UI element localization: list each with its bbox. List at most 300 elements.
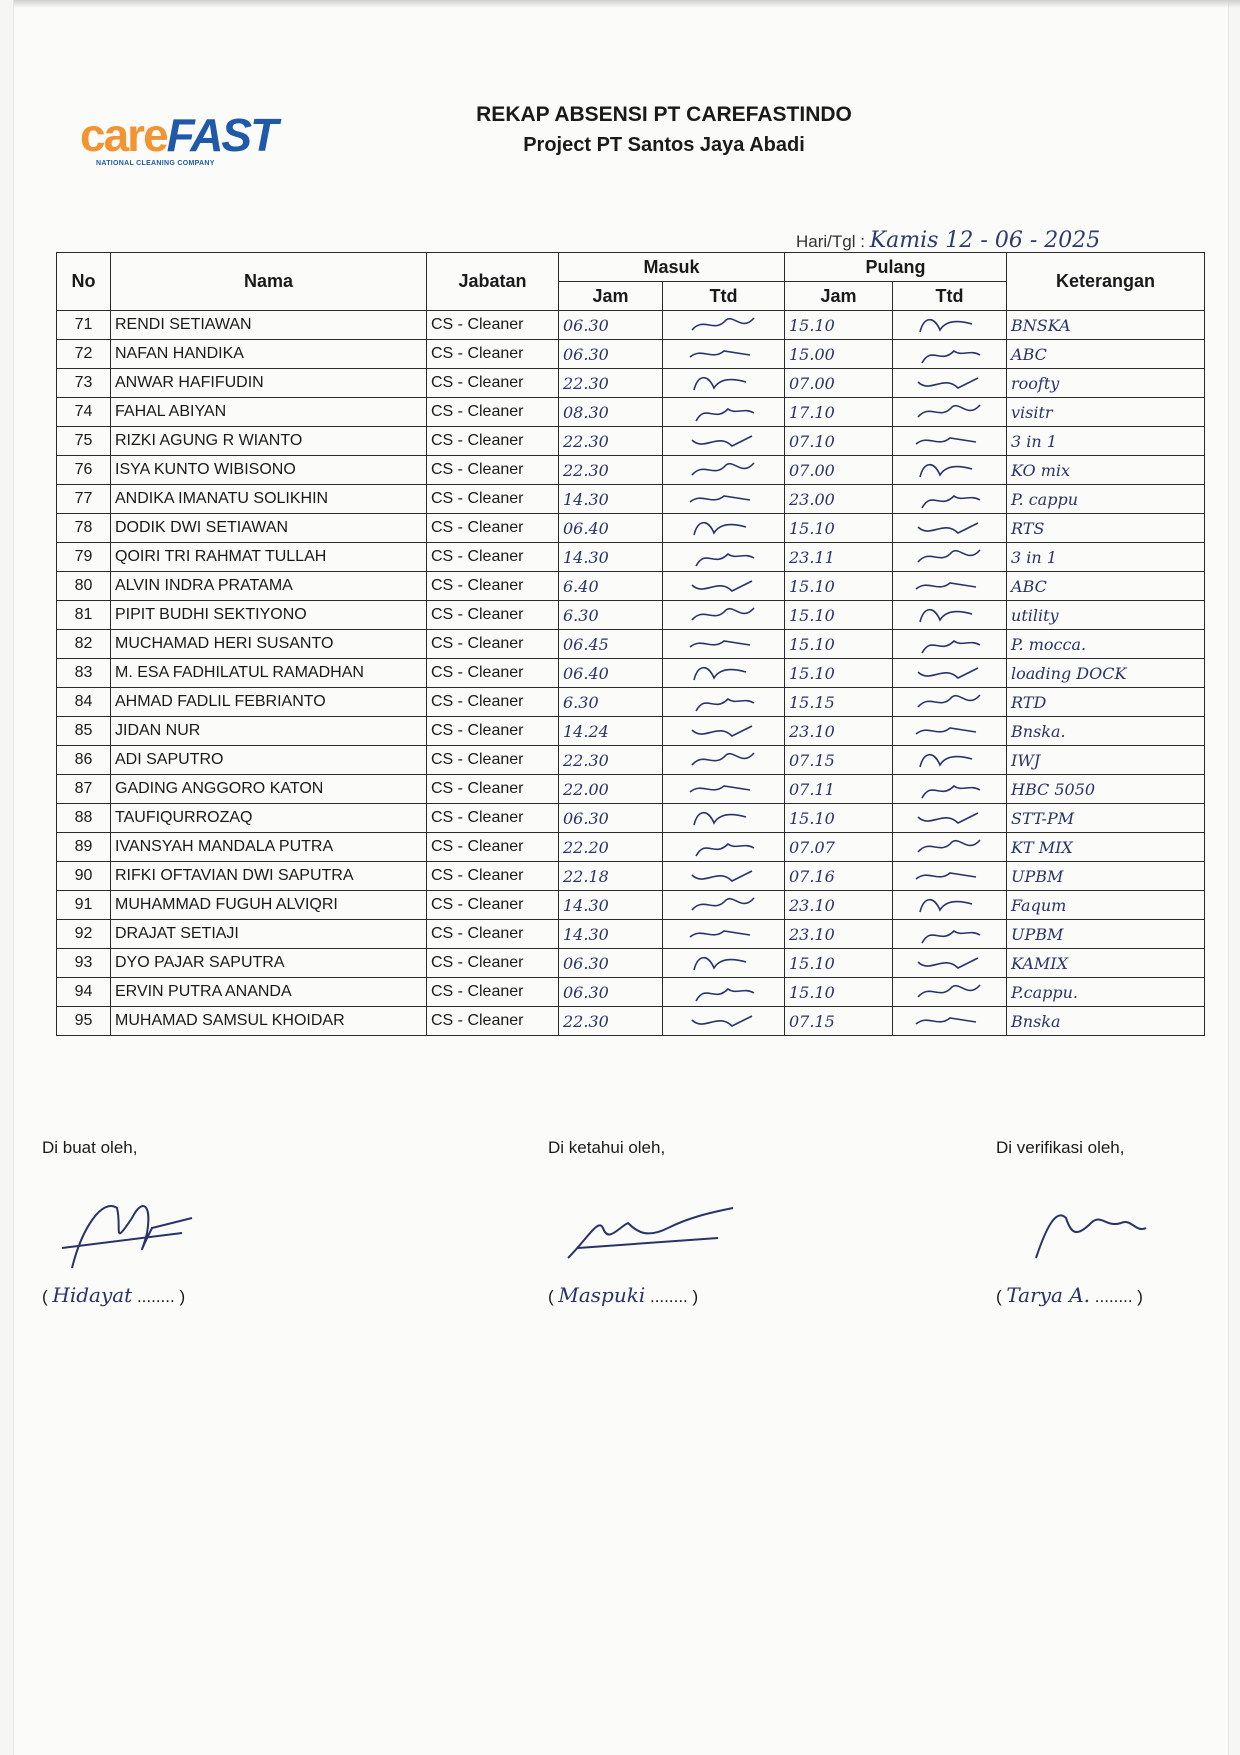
signature-scribble bbox=[910, 776, 990, 802]
row-jam-pulang: 07.00 bbox=[785, 369, 893, 398]
row-no: 90 bbox=[57, 862, 111, 891]
table-row bbox=[57, 340, 1205, 369]
row-keterangan: Bnska bbox=[1007, 1007, 1205, 1036]
signature-scribble bbox=[910, 515, 990, 541]
row-jam-pulang: 07.00 bbox=[785, 456, 893, 485]
row-nama: ADI SAPUTRO bbox=[111, 746, 427, 775]
row-jabatan: CS - Cleaner bbox=[427, 485, 559, 514]
signature-scribble bbox=[684, 718, 764, 744]
table-row bbox=[57, 775, 1205, 804]
row-ttd-masuk bbox=[663, 891, 785, 920]
carefast-logo bbox=[80, 109, 280, 172]
row-jam-masuk: 22.30 bbox=[559, 456, 663, 485]
row-nama: ERVIN PUTRA ANANDA bbox=[111, 978, 427, 1007]
table-row bbox=[57, 1007, 1205, 1036]
signature-scribble bbox=[910, 747, 990, 773]
row-ttd-pulang bbox=[893, 949, 1007, 978]
table-row bbox=[57, 311, 1205, 340]
row-jam-masuk: 06.40 bbox=[559, 514, 663, 543]
row-jam-pulang: 07.11 bbox=[785, 775, 893, 804]
row-ttd-masuk bbox=[663, 978, 785, 1007]
row-ttd-masuk bbox=[663, 862, 785, 891]
table-row bbox=[57, 833, 1205, 862]
row-ttd-masuk bbox=[663, 833, 785, 862]
row-jam-pulang: 15.10 bbox=[785, 311, 893, 340]
row-jam-pulang: 15.10 bbox=[785, 978, 893, 1007]
signature-scribble bbox=[684, 486, 764, 512]
signature-scribble bbox=[684, 950, 764, 976]
date-line bbox=[796, 228, 1100, 253]
row-jam-pulang: 17.10 bbox=[785, 398, 893, 427]
row-jam-masuk: 14.30 bbox=[559, 485, 663, 514]
row-jam-masuk: 22.20 bbox=[559, 833, 663, 862]
signature-diketahui bbox=[548, 1138, 738, 1307]
signature-scribble bbox=[684, 457, 764, 483]
document-subtitle: Project PT Santos Jaya Abadi bbox=[523, 134, 805, 156]
row-ttd-masuk bbox=[663, 543, 785, 572]
table-row bbox=[57, 688, 1205, 717]
row-keterangan: RTD bbox=[1007, 688, 1205, 717]
row-keterangan: 3 in 1 bbox=[1007, 543, 1205, 572]
attendance-rows bbox=[57, 311, 1205, 1036]
row-keterangan: P.cappu. bbox=[1007, 978, 1205, 1007]
signature-scribble bbox=[684, 660, 764, 686]
signature-scribble bbox=[684, 341, 764, 367]
table-row bbox=[57, 456, 1205, 485]
row-keterangan: HBC 5050 bbox=[1007, 775, 1205, 804]
row-jabatan: CS - Cleaner bbox=[427, 920, 559, 949]
signature-scribble bbox=[910, 834, 990, 860]
signature-scribble bbox=[910, 921, 990, 947]
row-no: 85 bbox=[57, 717, 111, 746]
row-keterangan: ABC bbox=[1007, 340, 1205, 369]
row-jam-pulang: 07.15 bbox=[785, 1007, 893, 1036]
signature-scribble bbox=[684, 805, 764, 831]
table-row bbox=[57, 920, 1205, 949]
row-ttd-masuk bbox=[663, 456, 785, 485]
signature-diverifikasi-label: Di verifikasi oleh, bbox=[996, 1138, 1125, 1157]
row-ttd-pulang bbox=[893, 369, 1007, 398]
signature-dibuat-scribble bbox=[42, 1188, 212, 1278]
row-ttd-pulang bbox=[893, 862, 1007, 891]
row-jam-masuk: 6.30 bbox=[559, 688, 663, 717]
row-no: 86 bbox=[57, 746, 111, 775]
row-jam-masuk: 06.30 bbox=[559, 340, 663, 369]
row-jam-pulang: 23.10 bbox=[785, 717, 893, 746]
row-keterangan: UPBM bbox=[1007, 862, 1205, 891]
signature-scribble bbox=[684, 921, 764, 947]
row-ttd-pulang bbox=[893, 746, 1007, 775]
signature-scribble bbox=[910, 457, 990, 483]
row-ttd-masuk bbox=[663, 804, 785, 833]
row-jam-masuk: 22.00 bbox=[559, 775, 663, 804]
row-no: 95 bbox=[57, 1007, 111, 1036]
row-nama: ANDIKA IMANATU SOLIKHIN bbox=[111, 485, 427, 514]
attendance-table bbox=[56, 252, 1205, 1036]
signature-diverifikasi-scribble bbox=[996, 1188, 1176, 1278]
table-row bbox=[57, 398, 1205, 427]
row-keterangan: loading DOCK bbox=[1007, 659, 1205, 688]
row-nama: PIPIT BUDHI SEKTIYONO bbox=[111, 601, 427, 630]
row-ttd-masuk bbox=[663, 398, 785, 427]
row-jabatan: CS - Cleaner bbox=[427, 630, 559, 659]
row-jam-masuk: 22.30 bbox=[559, 369, 663, 398]
row-ttd-pulang bbox=[893, 659, 1007, 688]
row-keterangan: Bnska. bbox=[1007, 717, 1205, 746]
row-ttd-pulang bbox=[893, 340, 1007, 369]
row-ttd-masuk bbox=[663, 746, 785, 775]
row-jam-pulang: 15.10 bbox=[785, 949, 893, 978]
row-nama: NAFAN HANDIKA bbox=[111, 340, 427, 369]
header-keterangan: Keterangan bbox=[1007, 253, 1205, 311]
signature-scribble bbox=[910, 602, 990, 628]
row-nama: GADING ANGGORO KATON bbox=[111, 775, 427, 804]
row-jabatan: CS - Cleaner bbox=[427, 804, 559, 833]
row-jam-pulang: 15.10 bbox=[785, 514, 893, 543]
row-keterangan: P. cappu bbox=[1007, 485, 1205, 514]
table-row bbox=[57, 717, 1205, 746]
table-row bbox=[57, 949, 1205, 978]
row-jam-pulang: 23.11 bbox=[785, 543, 893, 572]
row-nama: RIFKI OFTAVIAN DWI SAPUTRA bbox=[111, 862, 427, 891]
logo-care-text: care bbox=[80, 109, 167, 161]
row-jam-masuk: 06.30 bbox=[559, 978, 663, 1007]
row-jabatan: CS - Cleaner bbox=[427, 978, 559, 1007]
row-jam-pulang: 07.10 bbox=[785, 427, 893, 456]
row-jabatan: CS - Cleaner bbox=[427, 862, 559, 891]
row-nama: TAUFIQURROZAQ bbox=[111, 804, 427, 833]
row-ttd-pulang bbox=[893, 572, 1007, 601]
row-jam-masuk: 08.30 bbox=[559, 398, 663, 427]
signature-scribble bbox=[910, 544, 990, 570]
row-jam-masuk: 22.18 bbox=[559, 862, 663, 891]
row-keterangan: BNSKA bbox=[1007, 311, 1205, 340]
row-ttd-masuk bbox=[663, 630, 785, 659]
signature-diketahui-name-line: ( Maspuki ........ ) bbox=[548, 1283, 699, 1307]
row-no: 80 bbox=[57, 572, 111, 601]
row-ttd-pulang bbox=[893, 1007, 1007, 1036]
table-row bbox=[57, 543, 1205, 572]
signature-scribble bbox=[684, 863, 764, 889]
signature-scribble bbox=[910, 863, 990, 889]
signature-diketahui-scribble bbox=[548, 1188, 738, 1278]
row-jam-pulang: 15.10 bbox=[785, 630, 893, 659]
signature-scribble bbox=[910, 979, 990, 1005]
row-jabatan: CS - Cleaner bbox=[427, 775, 559, 804]
row-ttd-masuk bbox=[663, 427, 785, 456]
table-row bbox=[57, 601, 1205, 630]
table-row bbox=[57, 804, 1205, 833]
row-nama: DYO PAJAR SAPUTRA bbox=[111, 949, 427, 978]
row-jabatan: CS - Cleaner bbox=[427, 1007, 559, 1036]
row-jam-pulang: 15.10 bbox=[785, 601, 893, 630]
signature-scribble bbox=[910, 486, 990, 512]
signature-scribble bbox=[910, 805, 990, 831]
row-ttd-masuk bbox=[663, 572, 785, 601]
header-masuk-ttd: Ttd bbox=[663, 282, 785, 311]
row-jam-masuk: 06.45 bbox=[559, 630, 663, 659]
row-jam-pulang: 07.16 bbox=[785, 862, 893, 891]
date-value: Kamis 12 - 06 - 2025 bbox=[869, 228, 1101, 253]
header-nama: Nama bbox=[111, 253, 427, 311]
row-nama: ISYA KUNTO WIBISONO bbox=[111, 456, 427, 485]
row-nama: MUCHAMAD HERI SUSANTO bbox=[111, 630, 427, 659]
row-no: 88 bbox=[57, 804, 111, 833]
logo-fast-text: FAST bbox=[166, 109, 277, 161]
row-no: 71 bbox=[57, 311, 111, 340]
table-row bbox=[57, 630, 1205, 659]
row-jam-masuk: 22.30 bbox=[559, 427, 663, 456]
row-jabatan: CS - Cleaner bbox=[427, 427, 559, 456]
row-no: 82 bbox=[57, 630, 111, 659]
row-keterangan: utility bbox=[1007, 601, 1205, 630]
signature-diverifikasi bbox=[996, 1138, 1176, 1307]
row-no: 84 bbox=[57, 688, 111, 717]
row-no: 83 bbox=[57, 659, 111, 688]
row-jabatan: CS - Cleaner bbox=[427, 949, 559, 978]
row-no: 74 bbox=[57, 398, 111, 427]
signature-scribble bbox=[684, 1008, 764, 1034]
signature-scribble bbox=[910, 428, 990, 454]
signature-scribble bbox=[684, 892, 764, 918]
row-no: 91 bbox=[57, 891, 111, 920]
row-ttd-pulang bbox=[893, 456, 1007, 485]
row-jam-pulang: 07.15 bbox=[785, 746, 893, 775]
row-keterangan: ABC bbox=[1007, 572, 1205, 601]
signature-scribble bbox=[684, 834, 764, 860]
row-keterangan: KAMIX bbox=[1007, 949, 1205, 978]
signature-scribble bbox=[910, 341, 990, 367]
row-nama: IVANSYAH MANDALA PUTRA bbox=[111, 833, 427, 862]
row-jam-pulang: 07.07 bbox=[785, 833, 893, 862]
row-jam-masuk: 06.30 bbox=[559, 311, 663, 340]
row-nama: M. ESA FADHILATUL RAMADHAN bbox=[111, 659, 427, 688]
row-jabatan: CS - Cleaner bbox=[427, 369, 559, 398]
row-jam-masuk: 06.30 bbox=[559, 804, 663, 833]
row-keterangan: roofty bbox=[1007, 369, 1205, 398]
row-no: 72 bbox=[57, 340, 111, 369]
signature-scribble bbox=[910, 631, 990, 657]
row-ttd-pulang bbox=[893, 891, 1007, 920]
row-ttd-pulang bbox=[893, 920, 1007, 949]
row-jabatan: CS - Cleaner bbox=[427, 891, 559, 920]
table-row bbox=[57, 746, 1205, 775]
row-keterangan: IWJ bbox=[1007, 746, 1205, 775]
row-nama: QOIRI TRI RAHMAT TULLAH bbox=[111, 543, 427, 572]
row-no: 78 bbox=[57, 514, 111, 543]
row-jabatan: CS - Cleaner bbox=[427, 659, 559, 688]
signature-dibuat-label: Di buat oleh, bbox=[42, 1138, 138, 1157]
row-ttd-masuk bbox=[663, 1007, 785, 1036]
row-ttd-pulang bbox=[893, 688, 1007, 717]
table-row bbox=[57, 572, 1205, 601]
row-nama: DRAJAT SETIAJI bbox=[111, 920, 427, 949]
date-label: Hari/Tgl : bbox=[796, 232, 865, 251]
row-jam-masuk: 14.30 bbox=[559, 920, 663, 949]
header-pulang-jam: Jam bbox=[785, 282, 893, 311]
row-keterangan: STT-PM bbox=[1007, 804, 1205, 833]
row-keterangan: Faqum bbox=[1007, 891, 1205, 920]
signature-diketahui-name: Maspuki bbox=[558, 1283, 646, 1307]
row-ttd-masuk bbox=[663, 311, 785, 340]
header-masuk-jam: Jam bbox=[559, 282, 663, 311]
row-nama: FAHAL ABIYAN bbox=[111, 398, 427, 427]
row-ttd-pulang bbox=[893, 601, 1007, 630]
header-pulang: Pulang bbox=[785, 253, 1007, 282]
page-top-edge bbox=[14, 0, 1240, 8]
signature-scribble bbox=[684, 747, 764, 773]
row-jabatan: CS - Cleaner bbox=[427, 340, 559, 369]
table-row bbox=[57, 862, 1205, 891]
row-no: 87 bbox=[57, 775, 111, 804]
row-jabatan: CS - Cleaner bbox=[427, 398, 559, 427]
signature-scribble bbox=[684, 602, 764, 628]
signature-scribble bbox=[910, 689, 990, 715]
row-ttd-masuk bbox=[663, 688, 785, 717]
signature-dibuat-name-line: ( Hidayat ........ ) bbox=[42, 1283, 186, 1307]
row-jabatan: CS - Cleaner bbox=[427, 572, 559, 601]
row-jabatan: CS - Cleaner bbox=[427, 543, 559, 572]
row-no: 89 bbox=[57, 833, 111, 862]
row-ttd-pulang bbox=[893, 804, 1007, 833]
row-ttd-masuk bbox=[663, 717, 785, 746]
row-no: 94 bbox=[57, 978, 111, 1007]
signature-dibuat-name: Hidayat bbox=[52, 1283, 133, 1307]
logo-tagline: NATIONAL CLEANING COMPANY bbox=[96, 160, 215, 167]
row-no: 75 bbox=[57, 427, 111, 456]
signature-diverifikasi-name-line: ( Tarya A. ........ ) bbox=[996, 1283, 1143, 1307]
signature-scribble bbox=[910, 1008, 990, 1034]
row-nama: ANWAR HAFIFUDIN bbox=[111, 369, 427, 398]
row-jam-masuk: 14.30 bbox=[559, 543, 663, 572]
row-ttd-pulang bbox=[893, 717, 1007, 746]
row-jabatan: CS - Cleaner bbox=[427, 514, 559, 543]
table-row bbox=[57, 891, 1205, 920]
row-ttd-pulang bbox=[893, 978, 1007, 1007]
row-nama: RENDI SETIAWAN bbox=[111, 311, 427, 340]
row-nama: RIZKI AGUNG R WIANTO bbox=[111, 427, 427, 456]
row-ttd-masuk bbox=[663, 514, 785, 543]
row-ttd-masuk bbox=[663, 485, 785, 514]
row-ttd-pulang bbox=[893, 311, 1007, 340]
row-jam-pulang: 15.10 bbox=[785, 659, 893, 688]
row-jam-masuk: 6.30 bbox=[559, 601, 663, 630]
table-row bbox=[57, 978, 1205, 1007]
row-ttd-pulang bbox=[893, 398, 1007, 427]
signature-scribble bbox=[684, 370, 764, 396]
row-nama: MUHAMMAD FUGUH ALVIQRI bbox=[111, 891, 427, 920]
signature-scribble bbox=[910, 950, 990, 976]
signature-scribble bbox=[684, 399, 764, 425]
row-ttd-masuk bbox=[663, 775, 785, 804]
row-no: 92 bbox=[57, 920, 111, 949]
signature-scribble bbox=[684, 515, 764, 541]
signature-scribble bbox=[910, 370, 990, 396]
header-jabatan: Jabatan bbox=[427, 253, 559, 311]
row-ttd-pulang bbox=[893, 485, 1007, 514]
signature-scribble bbox=[684, 428, 764, 454]
signature-diketahui-label: Di ketahui oleh, bbox=[548, 1138, 666, 1157]
row-no: 76 bbox=[57, 456, 111, 485]
table-row bbox=[57, 427, 1205, 456]
row-jam-pulang: 15.10 bbox=[785, 572, 893, 601]
row-ttd-pulang bbox=[893, 543, 1007, 572]
row-ttd-masuk bbox=[663, 340, 785, 369]
signature-scribble bbox=[910, 399, 990, 425]
row-ttd-masuk bbox=[663, 920, 785, 949]
row-nama: AHMAD FADLIL FEBRIANTO bbox=[111, 688, 427, 717]
row-jam-pulang: 23.10 bbox=[785, 891, 893, 920]
row-no: 81 bbox=[57, 601, 111, 630]
row-ttd-pulang bbox=[893, 427, 1007, 456]
row-jam-pulang: 23.10 bbox=[785, 920, 893, 949]
row-no: 79 bbox=[57, 543, 111, 572]
table-row bbox=[57, 514, 1205, 543]
row-ttd-masuk bbox=[663, 949, 785, 978]
row-jam-pulang: 15.10 bbox=[785, 804, 893, 833]
header-no: No bbox=[57, 253, 111, 311]
row-ttd-masuk bbox=[663, 601, 785, 630]
row-jam-masuk: 22.30 bbox=[559, 746, 663, 775]
row-jabatan: CS - Cleaner bbox=[427, 688, 559, 717]
document-header bbox=[404, 100, 924, 160]
attendance-sheet bbox=[14, 0, 1228, 1755]
row-keterangan: UPBM bbox=[1007, 920, 1205, 949]
signature-diverifikasi-name: Tarya A. bbox=[1006, 1283, 1091, 1307]
row-nama: ALVIN INDRA PRATAMA bbox=[111, 572, 427, 601]
row-jabatan: CS - Cleaner bbox=[427, 601, 559, 630]
signature-scribble bbox=[684, 979, 764, 1005]
signature-scribble bbox=[684, 631, 764, 657]
row-nama: MUHAMAD SAMSUL KHOIDAR bbox=[111, 1007, 427, 1036]
row-ttd-pulang bbox=[893, 514, 1007, 543]
row-jam-masuk: 14.24 bbox=[559, 717, 663, 746]
row-jabatan: CS - Cleaner bbox=[427, 833, 559, 862]
signature-scribble bbox=[684, 544, 764, 570]
row-nama: DODIK DWI SETIAWAN bbox=[111, 514, 427, 543]
row-jam-pulang: 15.00 bbox=[785, 340, 893, 369]
table-row bbox=[57, 659, 1205, 688]
row-keterangan: RTS bbox=[1007, 514, 1205, 543]
row-jam-masuk: 14.30 bbox=[559, 891, 663, 920]
row-keterangan: KO mix bbox=[1007, 456, 1205, 485]
signature-scribble bbox=[684, 776, 764, 802]
header-pulang-ttd: Ttd bbox=[893, 282, 1007, 311]
row-no: 93 bbox=[57, 949, 111, 978]
row-keterangan: P. mocca. bbox=[1007, 630, 1205, 659]
row-jabatan: CS - Cleaner bbox=[427, 717, 559, 746]
row-jam-masuk: 06.40 bbox=[559, 659, 663, 688]
row-jabatan: CS - Cleaner bbox=[427, 746, 559, 775]
row-jabatan: CS - Cleaner bbox=[427, 456, 559, 485]
signature-scribble bbox=[910, 660, 990, 686]
row-jam-masuk: 22.30 bbox=[559, 1007, 663, 1036]
row-jam-pulang: 23.00 bbox=[785, 485, 893, 514]
row-ttd-masuk bbox=[663, 659, 785, 688]
row-no: 77 bbox=[57, 485, 111, 514]
row-keterangan: visitr bbox=[1007, 398, 1205, 427]
signature-scribble bbox=[684, 312, 764, 338]
row-nama: JIDAN NUR bbox=[111, 717, 427, 746]
row-jam-masuk: 06.30 bbox=[559, 949, 663, 978]
signature-scribble bbox=[910, 718, 990, 744]
signature-scribble bbox=[684, 573, 764, 599]
signature-scribble bbox=[910, 573, 990, 599]
row-keterangan: KT MIX bbox=[1007, 833, 1205, 862]
signature-scribble bbox=[910, 312, 990, 338]
row-jabatan: CS - Cleaner bbox=[427, 311, 559, 340]
row-keterangan: 3 in 1 bbox=[1007, 427, 1205, 456]
